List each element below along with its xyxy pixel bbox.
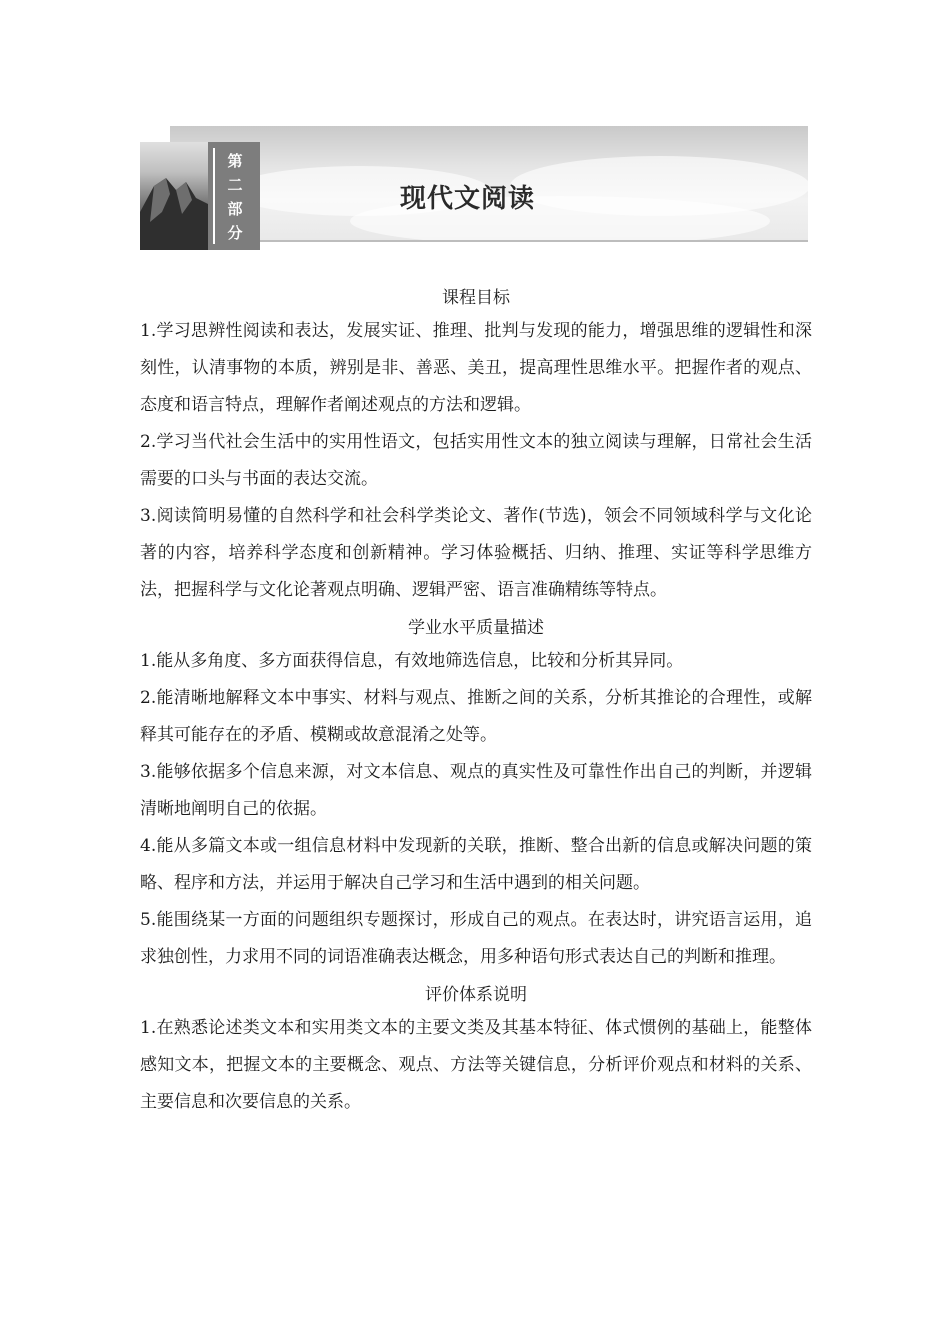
part-title: 现代文阅读	[400, 184, 536, 214]
document-body	[140, 283, 812, 1121]
paragraph: 2.学习当代社会生活中的实用性语文，包括实用性文本的独立阅读与理解，日常社会生活需要的口头与书面的表达交流。	[140, 432, 812, 489]
mountain-image	[140, 142, 208, 250]
part-label-char: 分	[227, 223, 243, 242]
section-heading: 评价体系说明	[425, 985, 527, 1005]
paragraph: 5.能围绕某一方面的问题组织专题探讨，形成自己的观点。在表达时，讲究语言运用，追求独创性，力求用不同的词语准确表达概念，用多种语句形式表达自己的判断和推理。	[140, 910, 812, 967]
paragraph: 2.能清晰地解释文本中事实、材料与观点、推断之间的关系，分析其推论的合理性，或解释其可能存在的矛盾、模糊或故意混淆之处等。	[140, 688, 812, 745]
part-label-char: 部	[227, 199, 243, 218]
paragraph: 1.能从多角度、多方面获得信息，有效地筛选信息，比较和分析其异同。	[140, 651, 684, 671]
banner-underline	[260, 240, 808, 242]
part-label-tag	[208, 142, 260, 250]
part-label-char: 二	[227, 175, 243, 194]
part-label-char: 第	[227, 151, 243, 170]
section-heading: 学业水平质量描述	[408, 618, 544, 638]
part-banner	[140, 126, 808, 250]
paragraph: 1.学习思辨性阅读和表达，发展实证、推理、批判与发现的能力，增强思维的逻辑性和深刻性，认清事物的本质，辨别是非、善恶、美丑，提高理性思维水平。把握作者的观点、态度和语言特点，理解作者阐述观点的方法和逻辑。	[140, 321, 812, 415]
paragraph: 3.能够依据多个信息来源，对文本信息、观点的真实性及可靠性作出自己的判断，并逻辑清晰地阐明自己的依据。	[140, 762, 812, 819]
paragraph: 1.在熟悉论述类文本和实用类文本的主要文类及其基本特征、体式惯例的基础上，能整体感知文本，把握文本的主要概念、观点、方法等关键信息，分析评价观点和材料的关系、主要信息和次要信息的关系。	[140, 1018, 812, 1112]
paragraph: 4.能从多篇文本或一组信息材料中发现新的关联，推断、整合出新的信息或解决问题的策略、程序和方法，并运用于解决自己学习和生活中遇到的相关问题。	[140, 836, 812, 893]
paragraph: 3.阅读简明易懂的自然科学和社会科学类论文、著作(节选)，领会不同领域科学与文化论著的内容，培养科学态度和创新精神。学习体验概括、归纳、推理、实证等科学思维方法，把握科学与文化论著观点明确、逻辑严密、语言准确精练等特点。	[140, 506, 812, 600]
section-heading: 课程目标	[442, 288, 510, 308]
